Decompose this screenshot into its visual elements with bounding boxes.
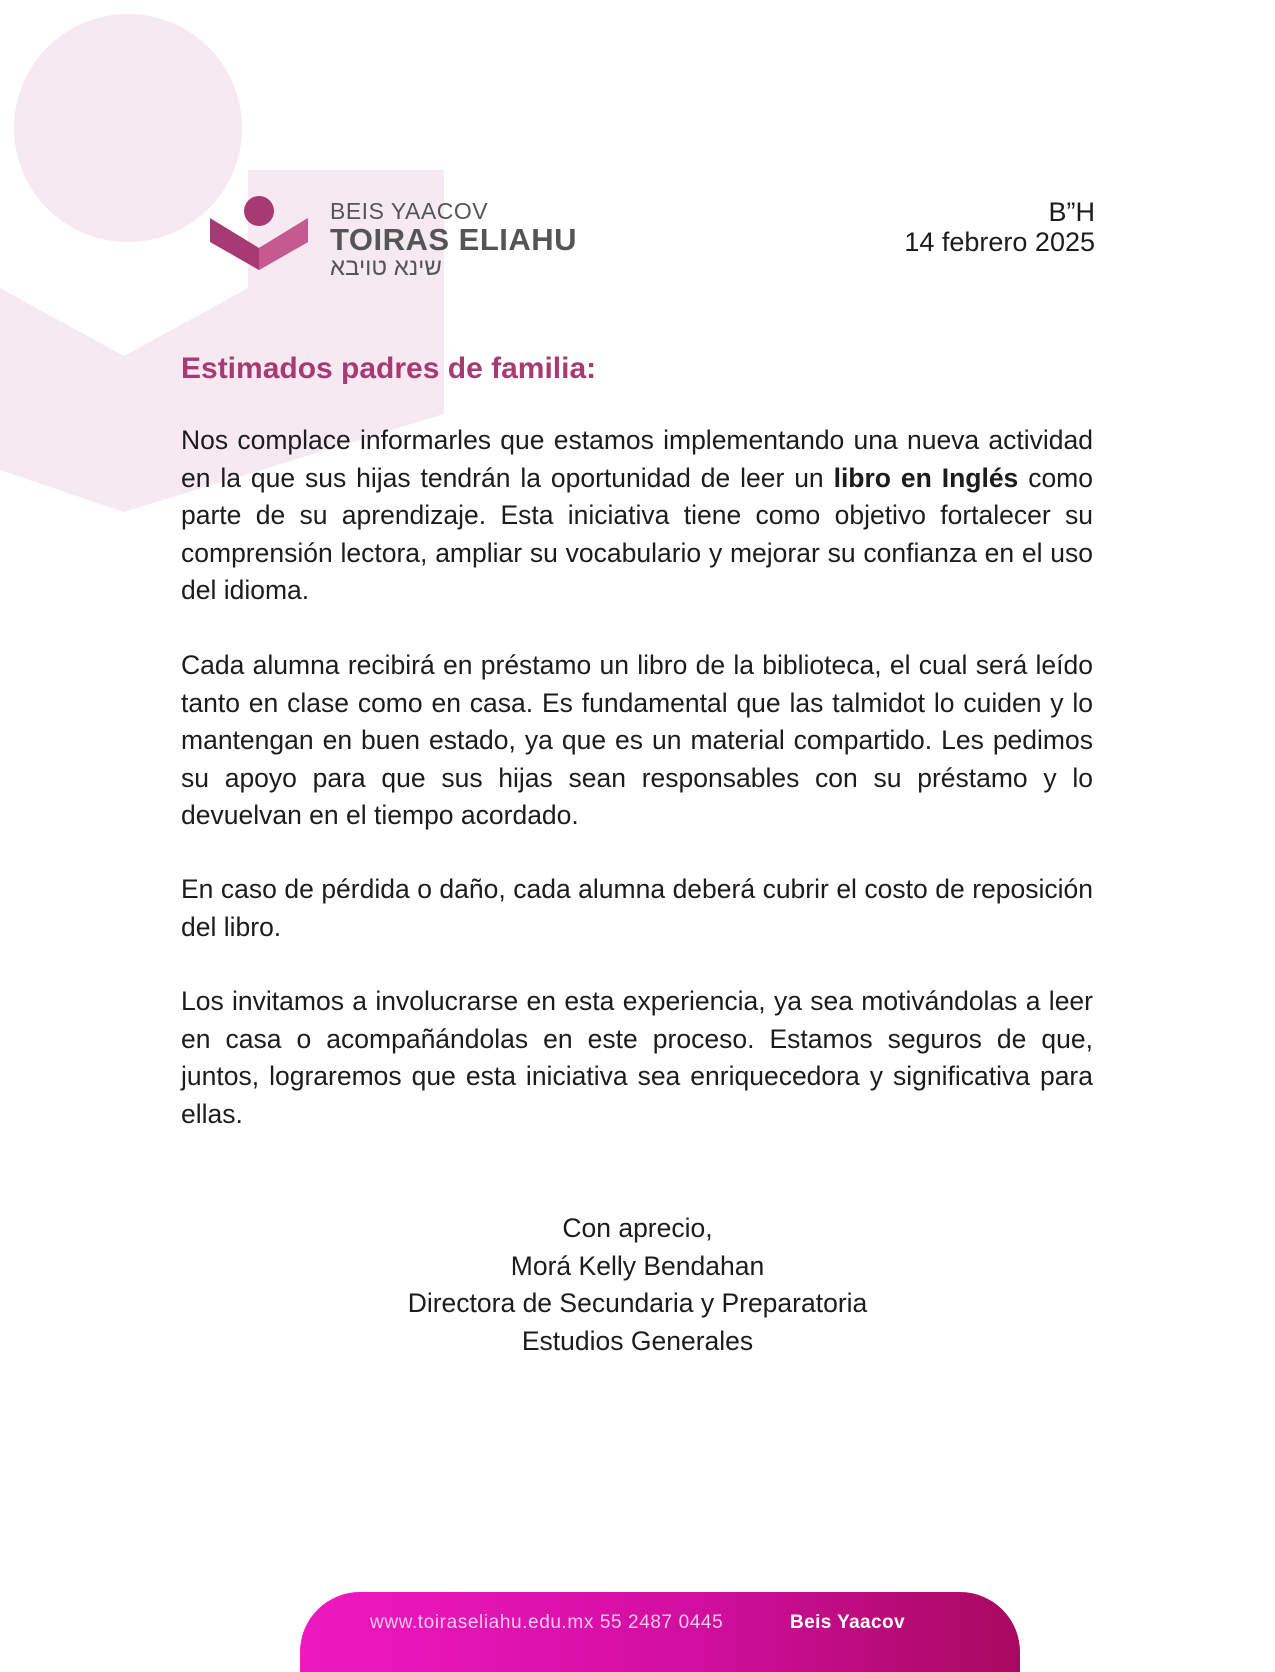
header-date-block [904, 197, 1095, 257]
signature-title: Directora de Secundaria y Preparatoria [407, 1288, 868, 1318]
logo-line-toiras-eliahu: TOIRAS ELIAHU [330, 222, 578, 257]
letter-greeting: Estimados padres de familia: [181, 352, 597, 385]
letter-date: 14 febrero 2025 [904, 227, 1095, 257]
book-figure-icon [210, 196, 320, 286]
bh-mark: B”H [1048, 197, 1095, 227]
paragraph-4: Los invitamos a involucrarse en esta experiencia, ya sea motivándolas a leer en casa o acompañándolas en este proceso. Estamos seguros de que, juntos, lograremos que esta iniciativa sea enriquecedora y significativa para ellas. [181, 986, 1093, 1129]
logo-hebrew-name: שינא טויבא [330, 254, 442, 281]
footer-brand: Beis Yaacov [790, 1612, 905, 1633]
school-logo [210, 196, 590, 286]
footer-bar [300, 1592, 1020, 1672]
logo-line-beis-yaacov: BEIS YAACOV [330, 198, 489, 224]
paragraph-1-start: Nos complace informarles que estamos implementando una nueva actividad en la que sus hijas tendrán la oportunidad de leer un [181, 425, 1093, 493]
paragraph-1-end: como parte de su aprendizaje. Esta iniciativa tiene como objetivo fortalecer su comprensión lectora, ampliar su vocabulario y mejorar su confianza en el uso del idioma. [181, 462, 1093, 605]
paragraph-1-bold: libro en Inglés [833, 462, 1019, 493]
signature-closing: Con aprecio, [562, 1213, 713, 1243]
paragraph-3: En caso de pérdida o daño, cada alumna deberá cubrir el costo de reposición del libro. [181, 874, 1093, 942]
signature-department: Estudios Generales [521, 1325, 754, 1356]
paragraph-2: Cada alumna recibirá en préstamo un libro de la biblioteca, el cual será leído tanto en clase como en casa. Es fundamental que las talmidot lo cuiden y lo mantengan en buen estado, ya que es un material compartido. Les pedimos su apoyo para que sus hijas sean responsables con su préstamo y lo devuelvan en el tiempo acordado. [181, 650, 1093, 830]
paragraph-1 [181, 422, 1093, 610]
footer-contact: www.toiraseliahu.edu.mx 55 2487 0445 [370, 1612, 724, 1633]
signature-block [0, 1210, 1275, 1360]
signature-name: Morá Kelly Bendahan [510, 1250, 765, 1281]
